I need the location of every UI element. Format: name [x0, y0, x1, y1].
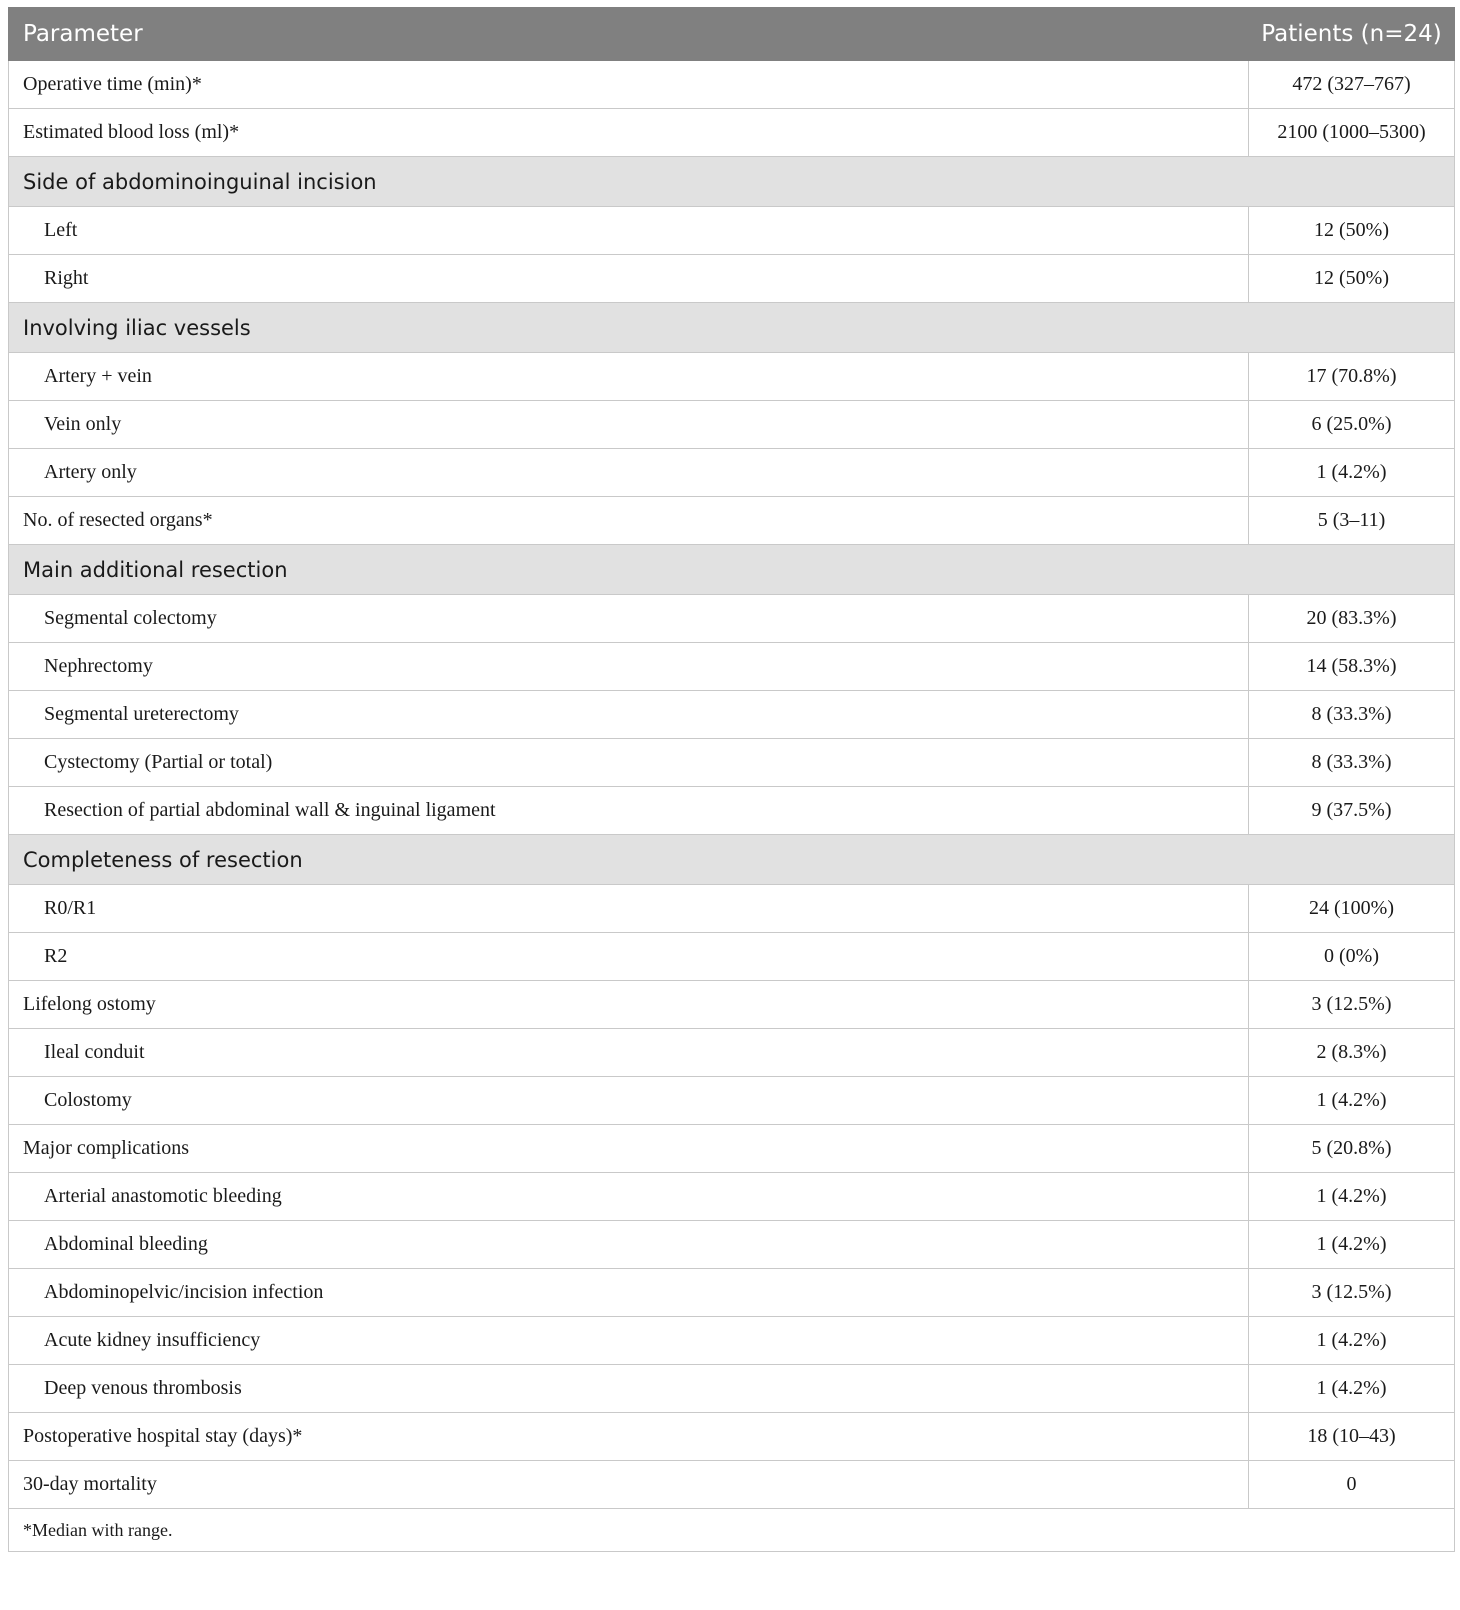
section-header-row [9, 303, 1455, 353]
parameter-cell: Cystectomy (Partial or total) [9, 739, 1249, 787]
patients-value-cell: 1 (4.2%) [1249, 1221, 1455, 1269]
parameter-cell: R0/R1 [9, 885, 1249, 933]
patients-value-cell: 6 (25.0%) [1249, 401, 1455, 449]
patients-value-cell: 1 (4.2%) [1249, 1365, 1455, 1413]
footnote-row [9, 1509, 1455, 1552]
table-row [9, 61, 1455, 109]
table-row [9, 207, 1455, 255]
table-row [9, 933, 1455, 981]
patients-value-cell: 12 (50%) [1249, 255, 1455, 303]
parameter-cell: Operative time (min)* [9, 61, 1249, 109]
table-row [9, 1125, 1455, 1173]
table-row [9, 255, 1455, 303]
table-row [9, 643, 1455, 691]
patients-value-cell: 2100 (1000–5300) [1249, 109, 1455, 157]
table-row [9, 1077, 1455, 1125]
section-header-label: Main additional resection [9, 545, 1455, 595]
patients-value-cell: 17 (70.8%) [1249, 353, 1455, 401]
patients-value-cell: 5 (20.8%) [1249, 1125, 1455, 1173]
table-row [9, 1221, 1455, 1269]
table-row [9, 691, 1455, 739]
section-header-row [9, 545, 1455, 595]
parameter-cell: No. of resected organs* [9, 497, 1249, 545]
patients-value-cell: 9 (37.5%) [1249, 787, 1455, 835]
patients-value-cell: 1 (4.2%) [1249, 1077, 1455, 1125]
patients-value-cell: 18 (10–43) [1249, 1413, 1455, 1461]
section-header-label: Involving iliac vessels [9, 303, 1455, 353]
table-row [9, 981, 1455, 1029]
section-header-row [9, 835, 1455, 885]
table-row [9, 109, 1455, 157]
parameter-cell: Colostomy [9, 1077, 1249, 1125]
section-header-row [9, 157, 1455, 207]
parameter-cell: R2 [9, 933, 1249, 981]
parameter-cell: Lifelong ostomy [9, 981, 1249, 1029]
patients-value-cell: 0 [1249, 1461, 1455, 1509]
table-row [9, 787, 1455, 835]
table-row [9, 497, 1455, 545]
table-row [9, 1317, 1455, 1365]
patients-value-cell: 24 (100%) [1249, 885, 1455, 933]
table-row [9, 1461, 1455, 1509]
table-header [9, 8, 1455, 61]
patients-value-cell: 3 (12.5%) [1249, 1269, 1455, 1317]
parameter-cell: Abdominal bleeding [9, 1221, 1249, 1269]
parameter-cell: Postoperative hospital stay (days)* [9, 1413, 1249, 1461]
table-row [9, 885, 1455, 933]
patients-value-cell: 3 (12.5%) [1249, 981, 1455, 1029]
section-header-label: Side of abdominoinguinal incision [9, 157, 1455, 207]
table-row [9, 401, 1455, 449]
parameter-cell: Arterial anastomotic bleeding [9, 1173, 1249, 1221]
header-parameter: Parameter [9, 8, 1249, 61]
patients-value-cell: 5 (3–11) [1249, 497, 1455, 545]
parameter-cell: 30-day mortality [9, 1461, 1249, 1509]
parameter-cell: Artery + vein [9, 353, 1249, 401]
parameter-cell: Estimated blood loss (ml)* [9, 109, 1249, 157]
parameter-cell: Left [9, 207, 1249, 255]
patients-value-cell: 8 (33.3%) [1249, 739, 1455, 787]
patients-value-cell: 14 (58.3%) [1249, 643, 1455, 691]
table-row [9, 1269, 1455, 1317]
patients-value-cell: 0 (0%) [1249, 933, 1455, 981]
results-table [8, 7, 1455, 1552]
patients-value-cell: 1 (4.2%) [1249, 1317, 1455, 1365]
patients-value-cell: 12 (50%) [1249, 207, 1455, 255]
parameter-cell: Acute kidney insufficiency [9, 1317, 1249, 1365]
parameter-cell: Vein only [9, 401, 1249, 449]
parameter-cell: Right [9, 255, 1249, 303]
parameter-cell: Abdominopelvic/incision infection [9, 1269, 1249, 1317]
header-patients: Patients (n=24) [1249, 8, 1455, 61]
table-footnote: *Median with range. [9, 1509, 1455, 1552]
patients-value-cell: 20 (83.3%) [1249, 595, 1455, 643]
section-header-label: Completeness of resection [9, 835, 1455, 885]
table-row [9, 595, 1455, 643]
parameter-cell: Nephrectomy [9, 643, 1249, 691]
patients-value-cell: 2 (8.3%) [1249, 1029, 1455, 1077]
patients-value-cell: 1 (4.2%) [1249, 1173, 1455, 1221]
results-table-container [8, 7, 1454, 1552]
table-row [9, 353, 1455, 401]
parameter-cell: Deep venous thrombosis [9, 1365, 1249, 1413]
parameter-cell: Major complications [9, 1125, 1249, 1173]
patients-value-cell: 472 (327–767) [1249, 61, 1455, 109]
table-row [9, 1413, 1455, 1461]
table-row [9, 1365, 1455, 1413]
patients-value-cell: 1 (4.2%) [1249, 449, 1455, 497]
header-row [9, 8, 1455, 61]
patients-value-cell: 8 (33.3%) [1249, 691, 1455, 739]
parameter-cell: Segmental colectomy [9, 595, 1249, 643]
table-row [9, 1029, 1455, 1077]
table-body [9, 61, 1455, 1552]
table-row [9, 1173, 1455, 1221]
table-row [9, 739, 1455, 787]
parameter-cell: Segmental ureterectomy [9, 691, 1249, 739]
parameter-cell: Resection of partial abdominal wall & inguinal ligament [9, 787, 1249, 835]
table-row [9, 449, 1455, 497]
parameter-cell: Artery only [9, 449, 1249, 497]
parameter-cell: Ileal conduit [9, 1029, 1249, 1077]
